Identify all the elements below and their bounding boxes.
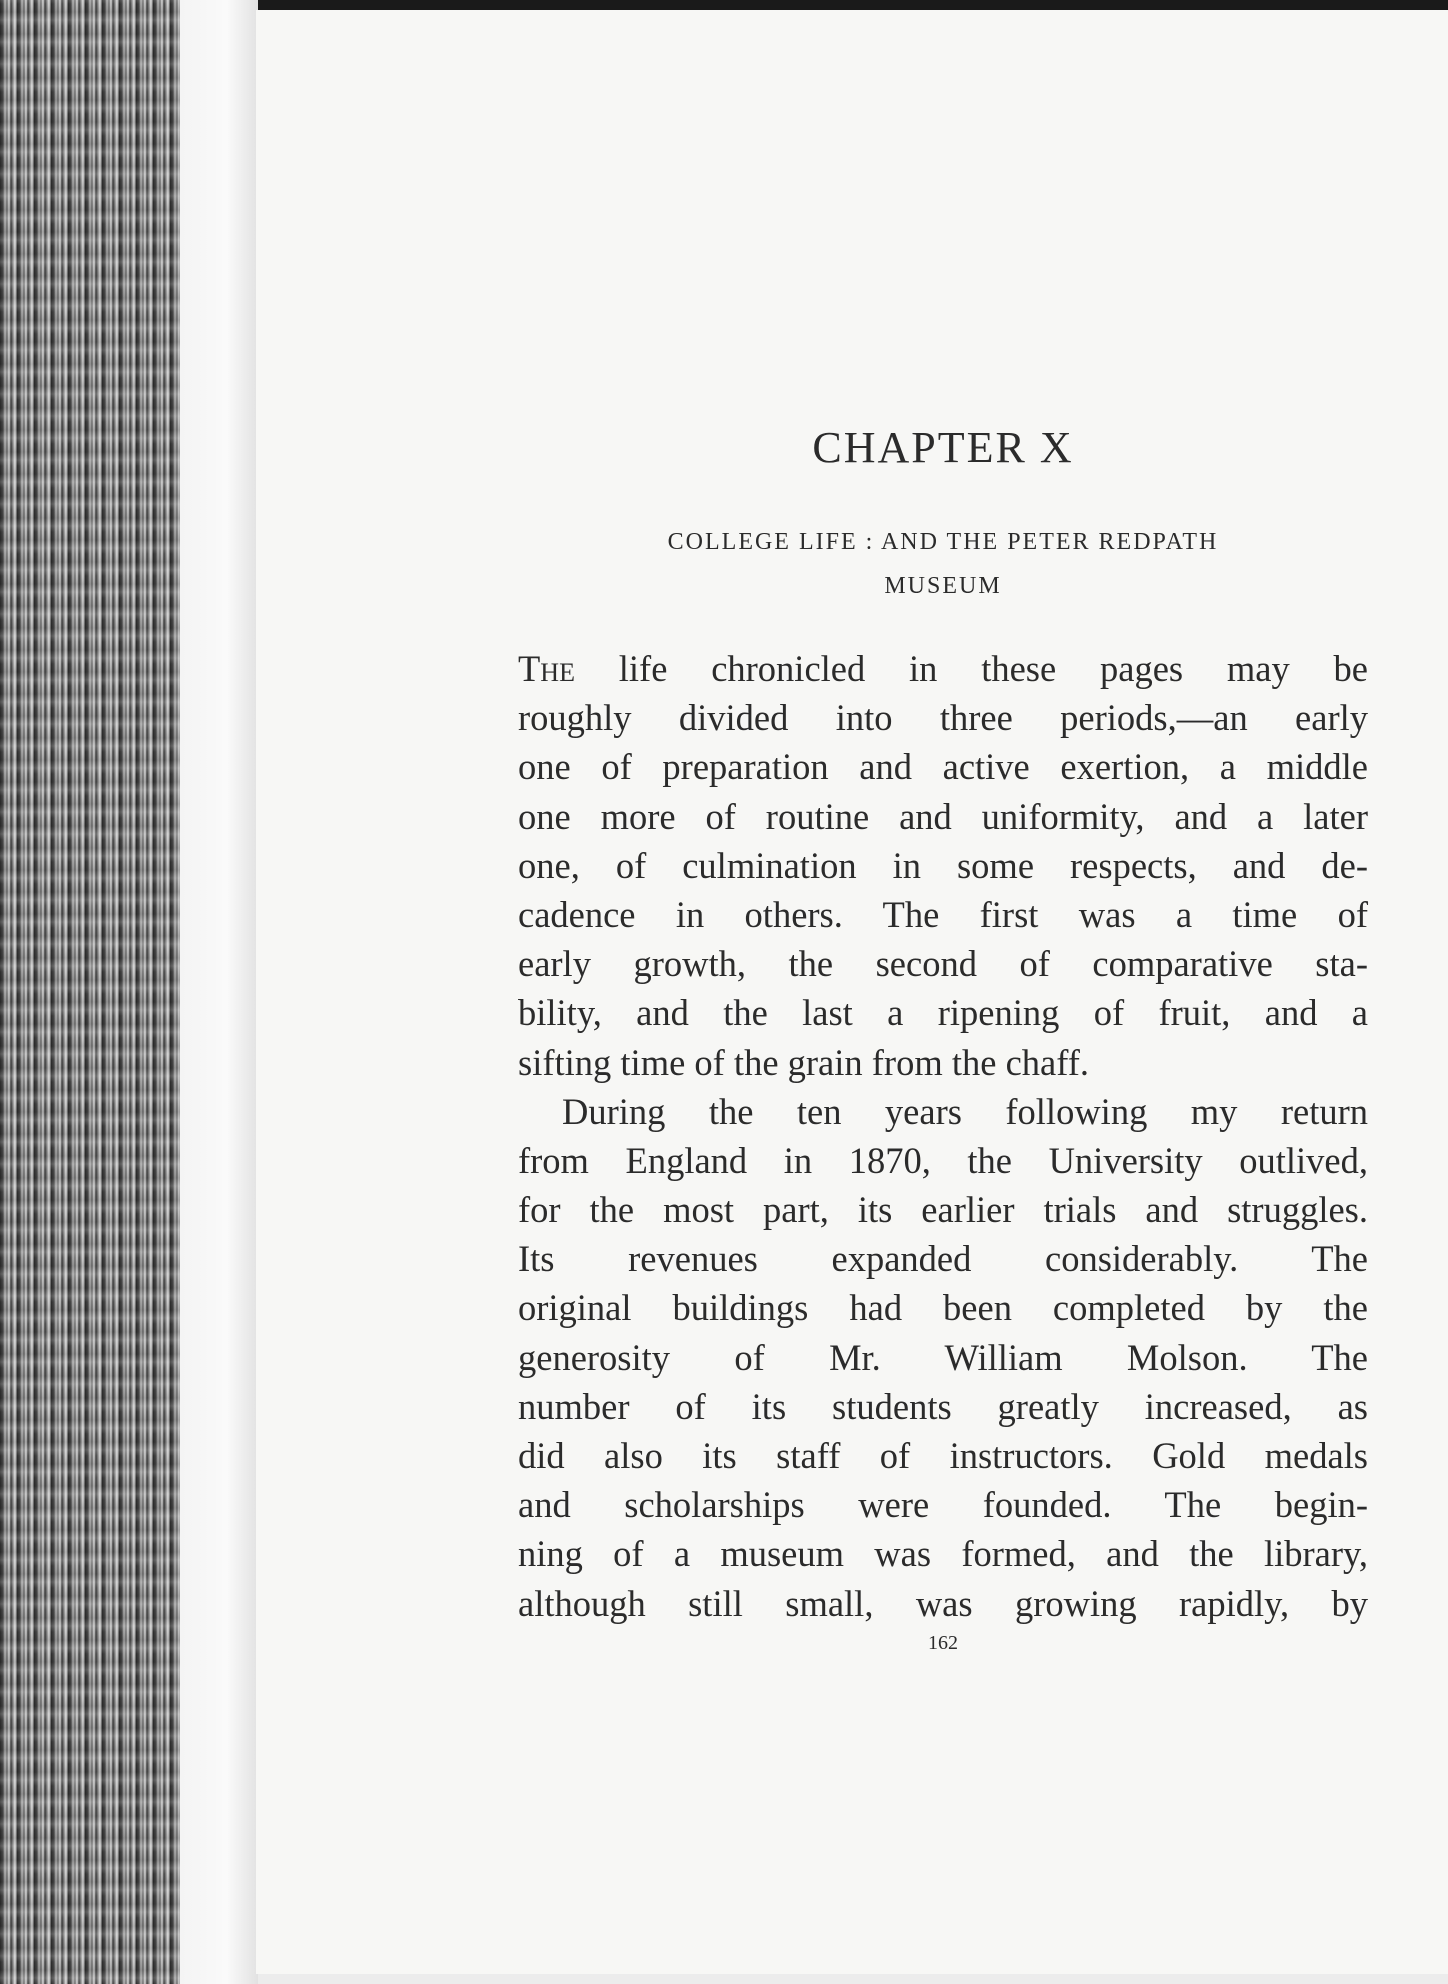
body-text [518,644,1368,1628]
text-line: Its revenues expanded considerably. The [518,1238,1368,1280]
text-line: roughly divided into three periods,—an early [518,697,1368,739]
book-page-edges [0,0,190,1984]
chapter-subtitle [518,520,1368,608]
text-line: bility, and the last a ripening of fruit, and a [518,992,1368,1034]
text-line: one of preparation and active exertion, a middle [518,746,1368,788]
chapter-subtitle-line: COLLEGE LIFE : AND THE PETER REDPATH [667,529,1219,555]
text-line: one more of routine and uniformity, and a later [518,795,1368,837]
text-line: sifting time of the grain from the chaff. [518,1041,1089,1083]
text-line: for the most part, its earlier trials and struggles. [518,1189,1368,1231]
page-gutter [180,0,258,1984]
text-line: generosity of Mr. William Molson. The [518,1336,1368,1378]
text-line: early growth, the second of comparative sta- [518,943,1368,985]
text-line: from England in 1870, the University outlived, [518,1139,1368,1181]
text-line: and scholarships were founded. The begin- [518,1484,1368,1526]
page-number: 162 [928,1632,958,1654]
text-line: cadence in others. The first was a time of [518,893,1368,935]
text-line: one, of culmination in some respects, and de- [518,844,1368,886]
chapter-subtitle-line: MUSEUM [884,573,1002,599]
text-line: During the ten years following my return [562,1090,1368,1132]
text-line: number of its students greatly increased, as [518,1385,1368,1427]
text-line: although still small, was growing rapidly, by [518,1582,1368,1624]
drop-lead-word: The [518,648,575,689]
text-line: The life chronicled in these pages may be [518,648,1368,689]
chapter-title: CHAPTER X [812,423,1074,472]
text-line: original buildings had been completed by the [518,1287,1368,1329]
text-line: ning of a museum was formed, and the library, [518,1533,1368,1575]
book-page [256,10,1448,1974]
text-line: did also its staff of instructors. Gold medals [518,1435,1368,1476]
